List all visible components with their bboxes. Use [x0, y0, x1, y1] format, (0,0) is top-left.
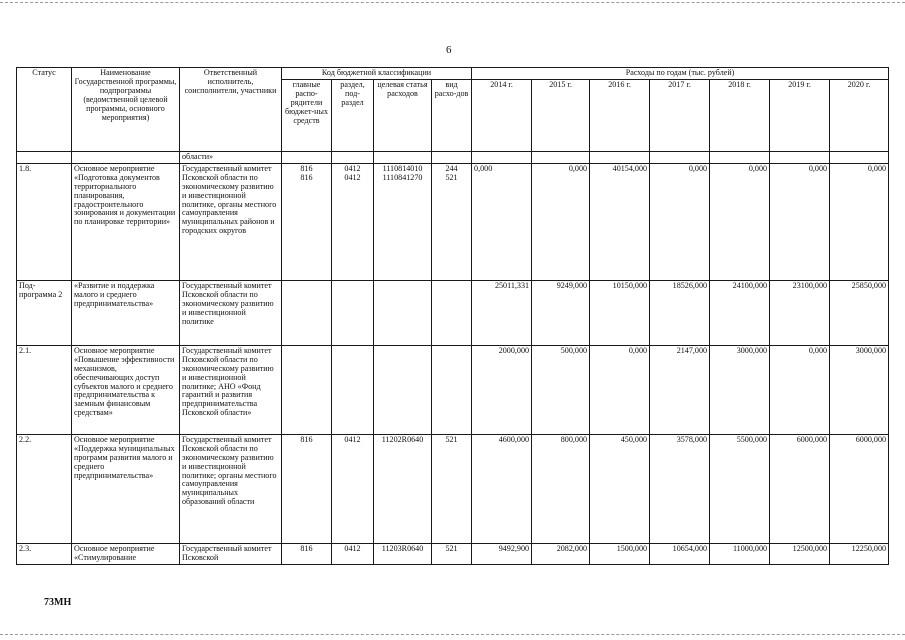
table-row — [17, 152, 889, 164]
header-year: 2018 г. — [710, 80, 770, 152]
cell-value: 12250,000 — [830, 543, 889, 564]
header-year: 2016 г. — [590, 80, 650, 152]
cell-value — [770, 152, 830, 164]
cell-value: 0,000 — [532, 163, 590, 280]
cell-value: 3000,000 — [710, 345, 770, 434]
cell-name: «Развитие и поддержка малого и среднего предпринимательства» — [72, 280, 180, 345]
cell-value: 6000,000 — [830, 434, 889, 543]
code-value: 816 — [300, 163, 313, 173]
cell-csr — [374, 163, 432, 280]
header-year: 2019 г. — [770, 80, 830, 152]
header-name: Наименование Государственной программы, подпрограммы (ведомственной целевой программы, основного мероприятия) — [72, 68, 180, 152]
cell-rzpr: 0412 — [332, 543, 374, 564]
cell-value: 0,000 — [710, 163, 770, 280]
cell-value: 3578,000 — [650, 434, 710, 543]
cell-name — [72, 152, 180, 164]
cell-value: 450,000 — [590, 434, 650, 543]
bottom-scan-edge — [0, 634, 905, 635]
header-year: 2014 г. — [472, 80, 532, 152]
header-budget-code: Код бюджетной классификации — [282, 68, 472, 80]
cell-vr: 521 — [432, 434, 472, 543]
cell-value: 500,000 — [532, 345, 590, 434]
cell-responsible: Государственный комитет Псковской области по экономическому развитию и инвестиционной политике — [180, 280, 282, 345]
cell-value: 40154,000 — [590, 163, 650, 280]
cell-value — [590, 152, 650, 164]
cell-csr: 11202R0640 — [374, 434, 432, 543]
cell-grbs — [282, 152, 332, 164]
code-value: 244 — [445, 163, 458, 173]
cell-grbs — [282, 345, 332, 434]
table-row — [17, 543, 889, 564]
cell-rzpr — [332, 152, 374, 164]
cell-value — [710, 152, 770, 164]
header-year: 2015 г. — [532, 80, 590, 152]
header-year: 2017 г. — [650, 80, 710, 152]
cell-value: 0,000 — [590, 345, 650, 434]
cell-vr: 521 — [432, 543, 472, 564]
cell-grbs — [282, 163, 332, 280]
cell-value: 9249,000 — [532, 280, 590, 345]
cell-value: 4600,000 — [472, 434, 532, 543]
cell-value: 2000,000 — [472, 345, 532, 434]
cell-name: Основное мероприятие «Стимулирование — [72, 543, 180, 564]
cell-csr — [374, 280, 432, 345]
header-status: Статус — [17, 68, 72, 152]
cell-value: 3000,000 — [830, 345, 889, 434]
cell-grbs: 816 — [282, 434, 332, 543]
cell-grbs: 816 — [282, 543, 332, 564]
code-value: 816 — [300, 172, 313, 182]
cell-csr — [374, 345, 432, 434]
table-row — [17, 280, 889, 345]
header-expenses: Расходы по годам (тыс. рублей) — [472, 68, 889, 80]
cell-value: 18526,000 — [650, 280, 710, 345]
cell-value: 2147,000 — [650, 345, 710, 434]
cell-value: 10150,000 — [590, 280, 650, 345]
cell-value: 12500,000 — [770, 543, 830, 564]
cell-csr — [374, 152, 432, 164]
cell-value — [532, 152, 590, 164]
code-value: 0412 — [344, 163, 361, 173]
cell-status — [17, 152, 72, 164]
cell-responsible: Государственный комитет Псковской — [180, 543, 282, 564]
table-row — [17, 163, 889, 280]
header-responsible: Ответственный исполнитель, соисполнители, участники — [180, 68, 282, 152]
cell-value — [830, 152, 889, 164]
footer-code: 73МН — [44, 597, 72, 608]
budget-table — [16, 67, 889, 565]
cell-value: 5500,000 — [710, 434, 770, 543]
cell-status: 2.1. — [17, 345, 72, 434]
header-grbs: главные распо-рядители бюджет-ных средств — [282, 80, 332, 152]
cell-value: 1500,000 — [590, 543, 650, 564]
header-year: 2020 г. — [830, 80, 889, 152]
cell-value: 25850,000 — [830, 280, 889, 345]
cell-vr — [432, 345, 472, 434]
cell-value — [650, 152, 710, 164]
cell-status: Под-программа 2 — [17, 280, 72, 345]
cell-vr — [432, 280, 472, 345]
cell-value: 0,000 — [472, 163, 532, 280]
cell-responsible: Государственный комитет Псковской области по экономическому развитию и инвестиционной политике; АНО «Фонд гарантий и развития предпринимательства Псковской области» — [180, 345, 282, 434]
cell-rzpr: 0412 — [332, 434, 374, 543]
cell-value: 24100,000 — [710, 280, 770, 345]
cell-status: 1.8. — [17, 163, 72, 280]
cell-responsible: Государственный комитет Псковской области по экономическому развитию и инвестиционной политике, органы местного самоуправления муниципальных районов и городских округов — [180, 163, 282, 280]
table-row — [17, 434, 889, 543]
cell-value: 9492,900 — [472, 543, 532, 564]
cell-grbs — [282, 280, 332, 345]
cell-vr — [432, 163, 472, 280]
top-scan-edge — [0, 2, 905, 3]
table-row — [17, 345, 889, 434]
cell-csr: 11203R0640 — [374, 543, 432, 564]
cell-value: 23100,000 — [770, 280, 830, 345]
cell-value: 0,000 — [830, 163, 889, 280]
header-csr: целевая статья расходов — [374, 80, 432, 152]
cell-value: 2082,000 — [532, 543, 590, 564]
cell-value: 800,000 — [532, 434, 590, 543]
code-value: 521 — [445, 172, 458, 182]
cell-value: 11000,000 — [710, 543, 770, 564]
page-number: 6 — [446, 44, 452, 56]
cell-value: 0,000 — [770, 345, 830, 434]
code-value: 1110814010 — [382, 163, 423, 173]
cell-responsible: Государственный комитет Псковской области по экономическому развитию и инвестиционной политике; органы местного самоуправления муниципальных образований области — [180, 434, 282, 543]
code-value: 1110841270 — [382, 172, 423, 182]
cell-vr — [432, 152, 472, 164]
cell-value — [472, 152, 532, 164]
cell-value: 0,000 — [770, 163, 830, 280]
cell-value: 25011,331 — [472, 280, 532, 345]
cell-rzpr — [332, 280, 374, 345]
cell-rzpr — [332, 345, 374, 434]
cell-name: Основное мероприятие «Поддержка муниципальных программ развития малого и среднего предпринимательства» — [72, 434, 180, 543]
header-vr: вид расхо-дов — [432, 80, 472, 152]
cell-rzpr — [332, 163, 374, 280]
cell-name: Основное мероприятие «Подготовка документов территориального планирования, градостроительного зонирования и документации по планировке территории» — [72, 163, 180, 280]
cell-responsible: области» — [180, 152, 282, 164]
header-rzpr: раздел, под-раздел — [332, 80, 374, 152]
header-row-1 — [17, 68, 889, 80]
cell-status: 2.3. — [17, 543, 72, 564]
cell-status: 2.2. — [17, 434, 72, 543]
cell-value: 10654,000 — [650, 543, 710, 564]
cell-name: Основное мероприятие «Повышение эффективности механизмов, обеспечивающих доступ субъектов малого и среднего предпринимательства к заемным финансовым средствам» — [72, 345, 180, 434]
cell-value: 0,000 — [650, 163, 710, 280]
cell-value: 6000,000 — [770, 434, 830, 543]
code-value: 0412 — [344, 172, 361, 182]
